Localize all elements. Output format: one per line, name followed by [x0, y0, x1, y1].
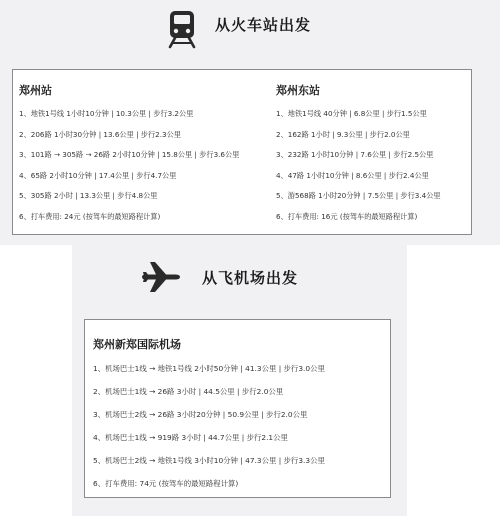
- route-item: 5、机场巴士2线 → 地铁1号线 3小时10分钟 | 47.3公里 | 步行3.3公里: [93, 456, 325, 465]
- route-item: 6、打车费用: 74元 (按驾车的最短路程计算): [93, 479, 239, 488]
- route-item: 2、机场巴士1线 → 26路 3小时 | 44.5公里 | 步行2.0公里: [93, 387, 284, 396]
- route-item: 3、101路 → 305路 → 26路 2小时10分钟 | 15.8公里 | 步行3.6公里: [19, 150, 240, 159]
- route-item: 5、305路 2小时 | 13.3公里 | 步行4.8公里: [19, 191, 158, 200]
- airport-routes-box: [84, 319, 391, 498]
- route-list: [93, 357, 385, 495]
- route-list: [276, 104, 470, 227]
- route-item: 6、打车费用: 24元 (按驾车的最短路程计算): [19, 211, 161, 221]
- train-routes-box: [12, 69, 472, 235]
- route-item: 1、地铁1号线 1小时10分钟 | 10.3公里 | 步行3.2公里: [19, 109, 194, 118]
- airport-column: [93, 334, 385, 495]
- airport-name: 郑州新郑国际机场: [93, 338, 181, 351]
- train-icon: [165, 9, 199, 49]
- station-zhengzhou: [19, 80, 281, 227]
- route-item: 2、206路 1小时30分钟 | 13.6公里 | 步行2.3公里: [19, 129, 181, 139]
- station-zhengzhou-east: [276, 80, 470, 227]
- station-name: 郑州站: [19, 84, 52, 97]
- route-item: 2、162路 1小时 | 9.3公里 | 步行2.0公里: [276, 129, 410, 139]
- train-section-header: [0, 0, 500, 62]
- route-item: 4、机场巴士1线 → 919路 3小时 | 44.7公里 | 步行2.1公里: [93, 433, 288, 442]
- route-item: 6、打车费用: 16元 (按驾车的最短路程计算): [276, 211, 418, 221]
- route-item: 4、65路 2小时10分钟 | 17.4公里 | 步行4.7公里: [19, 170, 177, 180]
- route-item: 1、地铁1号线 40分钟 | 6.8公里 | 步行1.5公里: [276, 109, 427, 118]
- route-item: 1、机场巴士1线 → 地铁1号线 2小时50分钟 | 41.3公里 | 步行3.0公里: [93, 364, 325, 373]
- route-item: 4、47路 1小时10分钟 | 8.6公里 | 步行2.4公里: [276, 170, 429, 180]
- route-item: 3、机场巴士2线 → 26路 3小时20分钟 | 50.9公里 | 步行2.0公里: [93, 410, 308, 419]
- station-name: 郑州东站: [276, 84, 320, 97]
- train-section-title: 从火车站出发: [215, 16, 312, 34]
- route-item: 3、232路 1小时10分钟 | 7.6公里 | 步行2.5公里: [276, 150, 434, 159]
- airport-section-title: 从飞机场出发: [202, 269, 299, 287]
- route-list: [19, 104, 281, 227]
- airplane-icon: [140, 260, 182, 294]
- route-item: 5、游568路 1小时20分钟 | 7.5公里 | 步行3.4公里: [276, 191, 441, 200]
- train-section: [0, 0, 500, 245]
